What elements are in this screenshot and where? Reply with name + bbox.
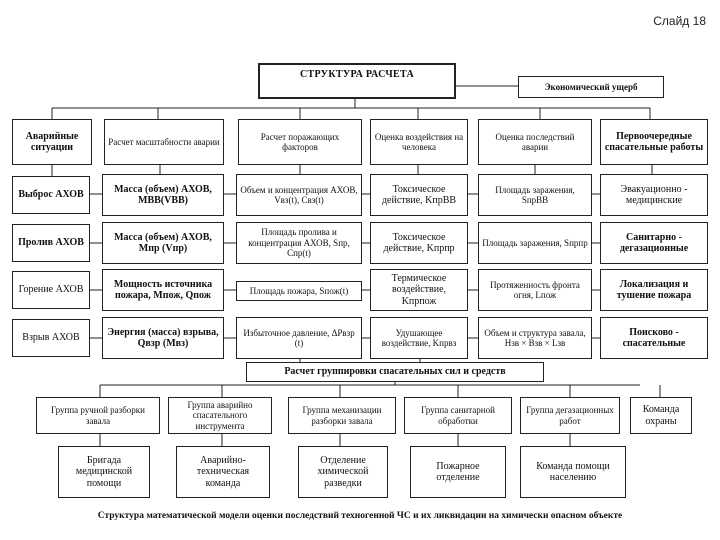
row4-impact: Удушающее воздействие, Kпрвз [370, 317, 468, 359]
row3-factor: Площадь пожара, Sпож(t) [236, 281, 362, 301]
header-accident-scale: Расчет масштабности аварии [104, 119, 224, 165]
group-guard-team: Команда охраны [630, 397, 692, 434]
row2-impact: Токсическое действие, Kпрпр [370, 222, 468, 264]
group-manual-debris: Группа ручной разборки завала [36, 397, 160, 434]
forces-calculation-bar: Расчет группировки спасательных сил и средств [246, 362, 544, 382]
row2-factor: Площадь пролива и концентрация АХОВ, Sпр, Cпр(t) [236, 222, 362, 264]
unit-emergency-technical: Аварийно-техническая команда [176, 446, 270, 498]
unit-fire-department: Пожарное отделение [410, 446, 506, 498]
economic-damage-box: Экономический ущерб [518, 76, 664, 98]
group-mechanized-debris: Группа механизации разборки завала [288, 397, 396, 434]
group-degassing: Группа дегазационных работ [520, 397, 620, 434]
row1-rescue: Эвакуационно - медицинские [600, 174, 708, 216]
row3-impact: Термическое воздействие, Kпрпож [370, 269, 468, 311]
header-damage-factors: Расчет поражающих факторов [238, 119, 362, 165]
structure-title: СТРУКТУРА РАСЧЕТА [300, 69, 414, 80]
row3-situation: Горение АХОВ [12, 271, 90, 309]
header-priority-rescue: Первоочередные спасательные работы [600, 119, 708, 165]
row2-situation: Пролив АХОВ [12, 224, 90, 262]
header-emergency-situations: Аварийные ситуации [12, 119, 92, 165]
row1-situation: Выброс АХОВ [12, 176, 90, 214]
row3-consequence: Протяженность фронта огня, Lпож [478, 269, 592, 311]
row4-consequence: Объем и структура завала, Hзв × Bзв × Lзв [478, 317, 592, 359]
row3-scale: Мощность источника пожара, Mпож, Qпож [102, 269, 224, 311]
row1-factor: Объем и концентрация АХОВ, Vвз(t), Cвз(t) [236, 174, 362, 216]
header-human-impact: Оценка воздействия на человека [370, 119, 468, 165]
diagram-caption: Структура математической модели оценки последствий техногенной ЧС и их ликвидации на химически опасном объекте [97, 511, 623, 521]
row4-rescue: Поисково - спасательные [600, 317, 708, 359]
structure-title-box [258, 63, 456, 99]
row3-rescue: Локализация и тушение пожара [600, 269, 708, 311]
header-consequences: Оценка последствий аварии [478, 119, 592, 165]
row2-rescue: Санитарно - дегазационные [600, 222, 708, 264]
row4-scale: Энергия (масса) взрыва, Qвзр (Mвз) [102, 317, 224, 359]
row4-factor: Избыточное давление, ΔPвзр (t) [236, 317, 362, 359]
slide-number: Слайд 18 [653, 14, 706, 28]
unit-population-help: Команда помощи населению [520, 446, 626, 498]
row2-scale: Масса (объем) АХОВ, Mпр (Vпр) [102, 222, 224, 264]
row1-consequence: Площадь заражения, SпрВВ [478, 174, 592, 216]
row1-scale: Масса (объем) АХОВ, MВВ(VВВ) [102, 174, 224, 216]
unit-medical-brigade: Бригада медицинской помощи [58, 446, 150, 498]
row2-consequence: Площадь заражения, Sпрпр [478, 222, 592, 264]
row1-impact: Токсическое действие, KпрВВ [370, 174, 468, 216]
group-sanitary: Группа санитарной обработки [404, 397, 512, 434]
unit-chemical-recon: Отделение химической разведки [298, 446, 388, 498]
group-rescue-tools: Группа аварийно спасательного инструмента [168, 397, 272, 434]
row4-situation: Взрыв АХОВ [12, 319, 90, 357]
